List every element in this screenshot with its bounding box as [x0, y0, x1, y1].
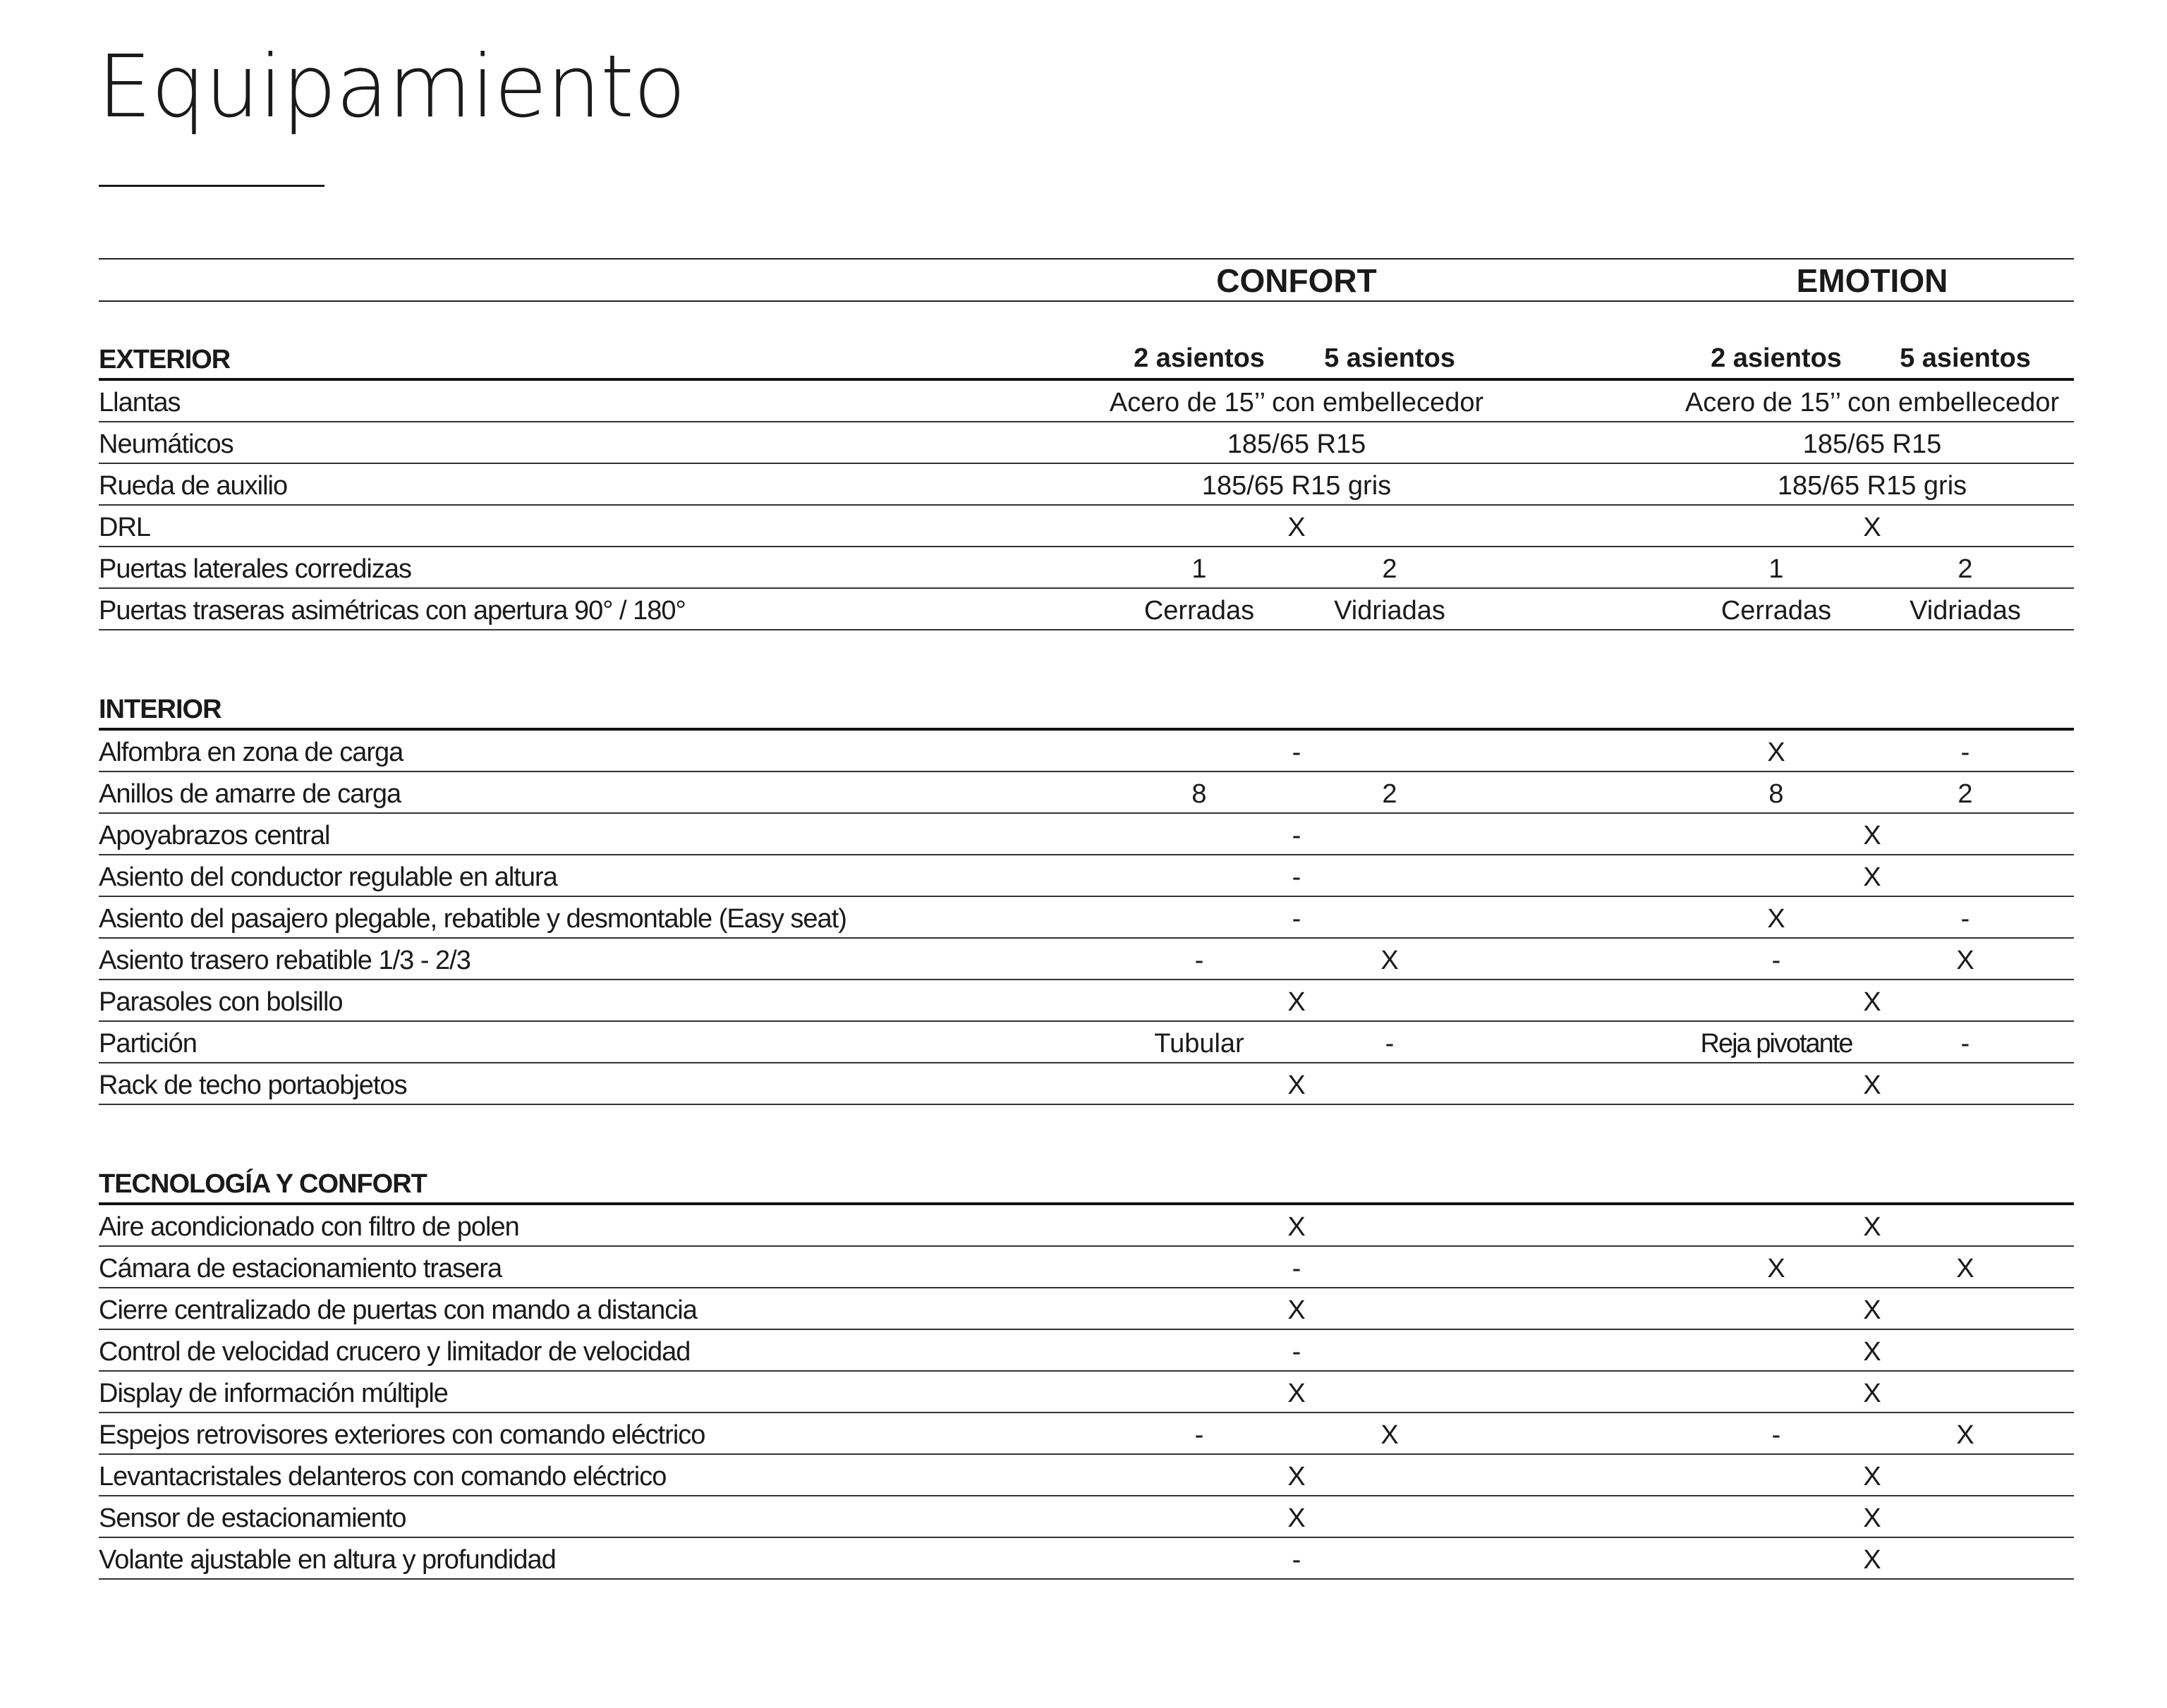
row-label: Rueda de auxilio [99, 471, 288, 501]
row-label: Espejos retrovisores exteriores con comando eléctrico [99, 1420, 705, 1450]
confort-value: Tubular [1154, 1029, 1244, 1059]
row-label: Anillos de amarre de carga [99, 779, 401, 809]
confort-value: X [1287, 1295, 1306, 1325]
table-row [99, 1538, 2074, 1580]
seat-count-heading: 5 asientos [1324, 343, 1455, 373]
emotion-value: X [1767, 738, 1785, 767]
row-label: Asiento del conductor regulable en altura [99, 862, 557, 892]
row-label: Neumáticos [99, 429, 233, 459]
confort-value: X [1287, 513, 1306, 542]
confort-value: - [1194, 946, 1204, 975]
confort-value: X [1287, 987, 1306, 1017]
row-label: Display de información múltiple [99, 1379, 448, 1408]
emotion-value: Cerradas [1720, 596, 1832, 626]
confort-value: - [1292, 862, 1301, 892]
emotion-value: - [1960, 1029, 1970, 1059]
row-label: Sensor de estacionamiento [99, 1503, 406, 1533]
section-title: EXTERIOR [99, 345, 231, 374]
emotion-value: - [1960, 738, 1970, 767]
section-title: TECNOLOGÍA Y CONFORT [99, 1169, 427, 1199]
emotion-value: 2 [1957, 554, 1973, 584]
table-row [99, 855, 2074, 897]
emotion-value: - [1771, 1420, 1781, 1450]
table-row [99, 464, 2074, 506]
confort-value: X [1287, 1462, 1306, 1492]
confort-value: 8 [1191, 779, 1207, 809]
table-row [99, 547, 2074, 589]
emotion-value: X [1863, 821, 1881, 850]
emotion-value: X [1863, 987, 1881, 1017]
section-gap [99, 302, 2074, 336]
row-label: Puertas laterales corredizas [99, 554, 411, 584]
emotion-value: X [1767, 1254, 1785, 1283]
confort-value: X [1287, 1379, 1306, 1408]
row-label: Llantas [99, 388, 181, 417]
section-header [99, 685, 2074, 731]
row-label: Volante ajustable en altura y profundidad [99, 1545, 556, 1575]
title-underline [99, 185, 324, 187]
table-row [99, 422, 2074, 464]
model-emotion-heading: EMOTION [1796, 262, 1948, 299]
confort-value: - [1292, 1545, 1301, 1575]
emotion-value: Vidriadas [1910, 596, 2021, 626]
row-label: Parasoles con bolsillo [99, 987, 343, 1017]
confort-value: - [1292, 821, 1301, 850]
emotion-value: Acero de 15’’ con embellecedor [1685, 388, 2060, 417]
table-row [99, 939, 2074, 980]
section-gap [99, 1105, 2074, 1160]
seat-count-heading: 2 asientos [1711, 343, 1842, 373]
row-label: Asiento del pasajero plegable, rebatible y desmontable (Easy seat) [99, 904, 846, 934]
table-row [99, 1413, 2074, 1455]
emotion-value: X [1956, 946, 1974, 975]
emotion-value: X [1956, 1254, 1974, 1283]
model-confort-heading: CONFORT [1216, 262, 1377, 299]
emotion-value: 1 [1768, 554, 1784, 584]
emotion-value: X [1863, 1212, 1881, 1242]
confort-value: - [1194, 1420, 1204, 1450]
confort-value: X [1287, 1503, 1306, 1533]
row-label: Levantacristales delanteros con comando eléctrico [99, 1462, 667, 1492]
emotion-value: X [1863, 1503, 1881, 1533]
confort-value: 185/65 R15 gris [1201, 471, 1392, 501]
page-title: Equipamiento [97, 37, 686, 137]
table-row [99, 1496, 2074, 1538]
confort-value: - [1292, 1337, 1301, 1367]
table-row [99, 1247, 2074, 1288]
row-label: Rack de techo portaobjetos [99, 1070, 407, 1100]
table-row [99, 897, 2074, 939]
row-label: Aire acondicionado con filtro de polen [99, 1212, 519, 1242]
emotion-value: - [1960, 904, 1970, 934]
confort-value: X [1287, 1070, 1306, 1100]
table-row [99, 1205, 2074, 1247]
table-row [99, 506, 2074, 547]
table-row [99, 980, 2074, 1022]
emotion-value: Reja pivotante [1700, 1029, 1852, 1059]
confort-value: X [1287, 1212, 1306, 1242]
row-label: DRL [99, 513, 151, 542]
table-row [99, 1455, 2074, 1496]
row-label: Apoyabrazos central [99, 821, 330, 850]
section-header [99, 336, 2074, 381]
emotion-value: X [1863, 1295, 1881, 1325]
table-row [99, 1022, 2074, 1063]
table-row [99, 1288, 2074, 1330]
equipment-table [99, 258, 2074, 1580]
emotion-value: 185/65 R15 gris [1777, 471, 1967, 501]
emotion-value: X [1863, 513, 1881, 542]
emotion-value: X [1863, 1070, 1881, 1100]
section-header [99, 1160, 2074, 1205]
confort-value: - [1292, 1254, 1301, 1283]
emotion-value: 2 [1957, 779, 1973, 809]
confort-value: 1 [1191, 554, 1207, 584]
emotion-value: X [1863, 1379, 1881, 1408]
table-row [99, 772, 2074, 814]
table-row [99, 589, 2074, 630]
confort-value: 2 [1382, 554, 1397, 584]
emotion-value: X [1767, 904, 1785, 934]
row-label: Cámara de estacionamiento trasera [99, 1254, 502, 1283]
emotion-value: X [1863, 1337, 1881, 1367]
table-row [99, 1330, 2074, 1372]
confort-value: 185/65 R15 [1227, 429, 1366, 459]
model-header-row [99, 258, 2074, 302]
section-title: INTERIOR [99, 695, 221, 724]
confort-value: X [1380, 946, 1399, 975]
emotion-value: X [1863, 862, 1881, 892]
confort-value: X [1380, 1420, 1399, 1450]
confort-value: Cerradas [1143, 596, 1255, 626]
confort-value: Vidriadas [1334, 596, 1445, 626]
section-gap [99, 630, 2074, 685]
confort-value: Acero de 15’’ con embellecedor [1109, 388, 1484, 417]
seat-count-heading: 5 asientos [1900, 343, 2031, 373]
emotion-value: X [1956, 1420, 1974, 1450]
emotion-value: 8 [1768, 779, 1784, 809]
seat-count-heading: 2 asientos [1134, 343, 1265, 373]
emotion-value: 185/65 R15 [1802, 429, 1942, 459]
table-row [99, 1063, 2074, 1105]
emotion-value: X [1863, 1545, 1881, 1575]
confort-value: - [1292, 904, 1301, 934]
row-label: Cierre centralizado de puertas con mando a distancia [99, 1295, 697, 1325]
row-label: Puertas traseras asimétricas con apertura 90° / 180° [99, 596, 686, 626]
emotion-value: - [1771, 946, 1781, 975]
table-row [99, 731, 2074, 772]
confort-value: - [1385, 1029, 1395, 1059]
row-label: Control de velocidad crucero y limitador de velocidad [99, 1337, 691, 1367]
row-label: Partición [99, 1029, 197, 1059]
table-row [99, 814, 2074, 855]
table-row [99, 381, 2074, 422]
table-row [99, 1372, 2074, 1413]
emotion-value: X [1863, 1462, 1881, 1492]
row-label: Alfombra en zona de carga [99, 738, 403, 767]
row-label: Asiento trasero rebatible 1/3 - 2/3 [99, 946, 471, 975]
confort-value: 2 [1382, 779, 1397, 809]
sections-container [99, 302, 2074, 1580]
confort-value: - [1292, 738, 1301, 767]
